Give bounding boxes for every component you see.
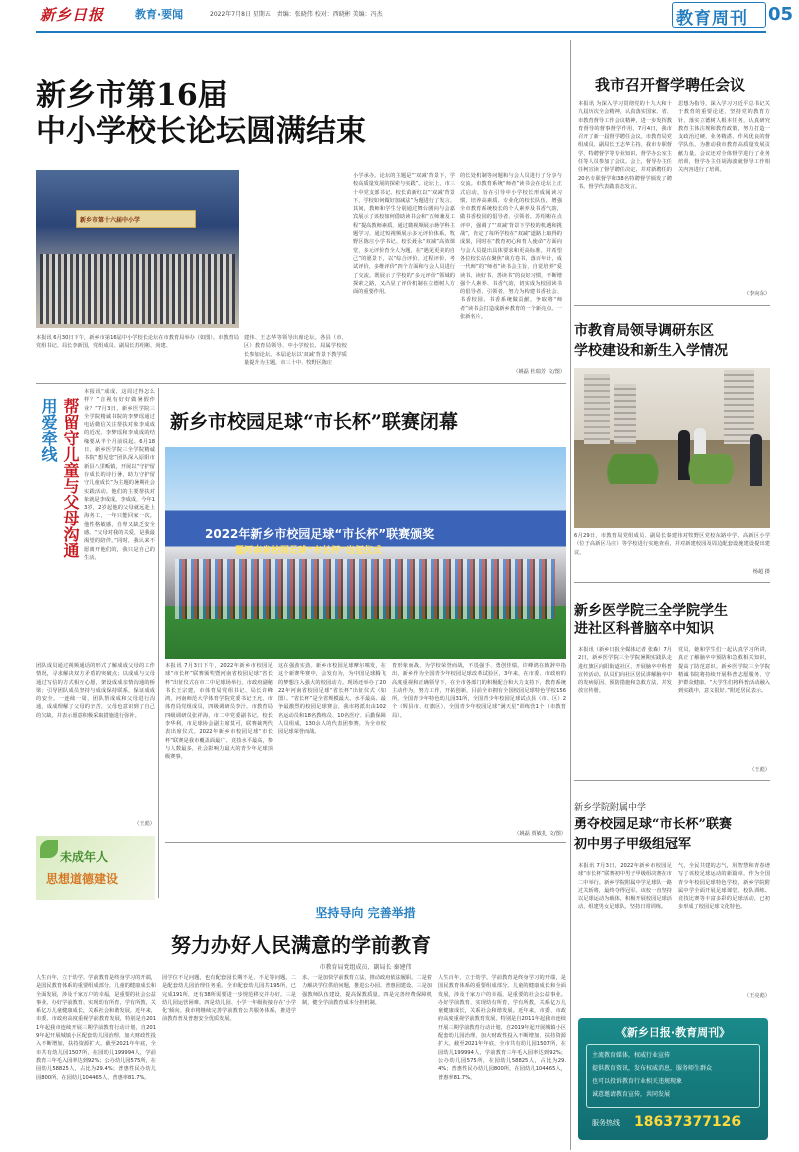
ad-line1: 主流教育媒体，权威行业宣传	[592, 1052, 671, 1059]
a2-col3: 育形象而战，为学校荣誉而战，不畏强手、勇创佳绩。许峰鸿在致辞中指出，新乡作为全国青少年校园足球改革试验区，3年来，在市委、市政府的高度重视和正确领导下，在全市各部门的积极配合和大力支持下，教育系统主动作为，努力工作，开拓创新，目前全市拥有全国校园足球特色学校156所，全国青少年特色幼儿园31所，全国青少年校园足球试点县（市、区）2个（辉县市、红旗区），全国青少年校园足球“满天星”训练营1个（市教育局）。	[392, 663, 566, 719]
a1-photo	[36, 170, 239, 328]
a3-col3: 求，一是加快学前教育立法，推动政府依法履职。二是着力解决学位供给问题，推进公办园、普惠园建设。三是加强教师队伍建设，提高保教质量。四是完善经费保障机制，健全学前教育成本分担机制。	[302, 975, 432, 1006]
a3-title: 努力办好人民满意的学前教育	[171, 933, 431, 957]
divider-v1	[158, 388, 159, 898]
a1-title-line2: 中小学校长论坛圆满结束	[36, 114, 366, 149]
a2-col2: 这在强劲实劲。新乡市校园足球摩尔嗔发，在这个新赛华赛中，会发有为，为中国足球腾飞的梦想注入强大的校园动力。现场还举办了2022年河南省校园足球“省长杯”出征仪式（如图）。“省长杯”是全省规模最大、水平最高、最争最激烈的校园足球赛会，我市将派出由102名运动员和18名教练员、10名医疗、后勤保障人员组成，130余人的代表团参赛，为全市校园足球荣誉而战。	[278, 663, 386, 736]
green-plants	[574, 454, 770, 484]
r3-title-line1: 新乡医学院三全学院学生	[574, 603, 728, 619]
page-number: 05	[768, 4, 794, 25]
a2-photo	[165, 447, 566, 659]
r4-byline: （王亮彪）	[744, 993, 770, 999]
ad-phone-label: 服务热线	[592, 1119, 620, 1127]
r3-col2: 党员，她和学生们一起认真学习所讲，真正了解脑卒中预防和急救相关知识，提高了防范意识。新乡医学院三全学院精诚书院将持续开展科普志愿服务，守护群众健康。“大学生们将科普活动融入到实践中，意义很好。”附近居民表示。	[678, 647, 770, 695]
masthead	[0, 0, 799, 38]
ad-title: 《新乡日报·教育周刊》	[615, 1026, 731, 1039]
a1-col4: 的长处机制等问题和与会人员进行了分享与交流。市教育系统“师者”读书会在论坛上正式启动。旨在引导中小学校长形成阅读习惯，培养高素质、专业化的校长队伍，增强全市教育系统校长的个人素养及书香气韵，做书香校园的倡导者、引领者。苏绍彬在点评中，强调了“‘双减’背景下学校的机遇和挑战”，肯定了每所学校在“双减”道路上取得的成果，同时在“教育初心和育人使命”方面向与会人员提出具体要求和更高标准。并希望各位校长站在聚焦“谈方卷书，落百年计，成一代师”的“师者”读书会主旨，自觉培养“爱读书、读好书、善读书”的良好习惯，不断增强个人素养、书香气韵，切实成为校园读书的倡导者、引领者，努力为构建书香社会、书香校园、书香系统做贡献，争取将“师者”读书会打造成新乡教育的一个新亮点、一张新名片。	[460, 173, 562, 321]
r1-byline: （李向东）	[744, 291, 770, 297]
r1-col2: 思想为指导，深入学习习近平总书记关于教育的重要论述，坚持党的教育方针，落实立德树人根本任务，认真研究教育主体注规和教育政策，努力打造一支政治过硬、业务精湛、作风优良的督学队伍，为推动我市教育高质量发展贡献力量。会议还对全体督学进行了业务培训，督学办主任胡海波就督导工作相关内容进行了培训。	[678, 101, 770, 174]
r3-byline: （王彪）	[749, 767, 770, 773]
side-body: 团队成员通过视频通话的形式了解成成父母的工作情况，寻求解决双方矛盾的突破点；以成成与父母通过写信的方式相互心愿，架设成成亲情沟通的桥梁；引导团队成员坚持与成成保持联系，保证成成的安全。一连续一周，团队帮成成和父母进行沟通，成成理解了父母的辛苦，父母也意识到了自己的欠缺。并表示愿意积极采取措施进行弥补。	[36, 663, 155, 719]
r2-photo	[574, 368, 770, 528]
side-vtitle-text: 用爱牵线	[39, 398, 58, 462]
newspaper-logo: 新乡日报	[40, 6, 105, 24]
badge-leaf-icon	[40, 840, 58, 858]
section-label: 教育·要闻	[135, 8, 184, 21]
ad-line3: 也可以投诉教育行业相关违规现象	[592, 1078, 683, 1085]
a2-byline: （姚磊 贾敏扎 文/图）	[514, 831, 566, 837]
a2-banner-subtext: 暨河南省校园足球“市长杯”出征仪式	[235, 546, 382, 556]
r4-col1: 本报讯 7月3日，2022年新乡市校园足球“市长杯”联赛初中男子甲级组决赛在市二中举行。新乡学院附属中学足球队一路过关斩将，最终夺得冠军。该校一直坚持以足球运动为载体，积极开展校园足球活动，组建男女足球队，坚持日常训练。	[578, 863, 672, 911]
ad-line4: 诚意邀请教育宣传，共同发展	[592, 1091, 671, 1098]
r1-title: 我市召开督学聘任会议	[594, 76, 745, 94]
a2-title: 新乡市校园足球“市长杯”联赛闭幕	[170, 411, 458, 433]
ad-box	[578, 1018, 768, 1140]
a3-col2: 园学位不足问题，也有配套园长期不足、不足等问题。二是配套幼儿园治理任务重。全市配套幼儿园共195所，已完成191所，还有38所需要进一步规范移交并办好。三是幼儿园运营困难。四是幼儿园、小学一年级衔接存在‘小学化’倾向。我市将继续完善学前教育公共服务体系，推进学前教育普及普惠安全优质发展。	[162, 975, 296, 1023]
team-rows	[175, 559, 555, 619]
r2-byline: 杨超 摄	[752, 569, 770, 575]
a1-byline: （姚磊 杜瑞芳 文/图）	[513, 369, 565, 375]
divider-r3	[574, 780, 770, 781]
divider-r2	[574, 582, 770, 583]
r2-caption: 6月29日，市教育局党组成员、副局长秦建伟对牧野区党校东路中学、高新区小学（位于高新区马庄）等学校进行实地查看，并对新建校园及周边配套设施建设提出建议。	[574, 533, 770, 556]
divider-v2	[570, 40, 571, 1150]
r3-col1: 本报讯（新乡日报全媒体记者 张森）7月2日，新乡医学院三全学院暑期实践队走进红旗区向阳街道社区，开展脑卒中科普宣传活动。队员们向社区居民讲解脑卒中的发病原因、预防措施和急救方法，并发放宣传册。	[578, 647, 672, 695]
divider-h1	[36, 383, 566, 384]
r4-col2: 气，全民共建的志气，用智慧和青春谱写了该校足球运动的新篇章。作为全国青少年校园足球特色学校，新乡学院附属中学全面开展足球课堂、校队训练、竞技比赛等丰富多彩的足球活动，已初步形成了校园足球文化特色。	[678, 863, 770, 911]
a1-title-line1: 新乡市第16届	[36, 78, 228, 113]
building-2	[614, 384, 636, 444]
r4-title-line1: 勇夺校园足球“市长杯”联赛	[574, 817, 732, 832]
group-people	[40, 254, 235, 324]
r4-kicker: 新乡学院附属中学	[574, 803, 647, 813]
side-vertical-title-2	[58, 398, 80, 618]
r3-title-line2: 进社区科普脑卒中知识	[574, 621, 714, 637]
r1-col1: 本报讯 为深入学习贯彻党的十九大和十九届历次全会精神，认真落实国家、省、市教育督导工作会议精神，进一步发挥教育督导的督事督学作用，7月4日，我市召开了新一届督学聘任会议。市教育局党组成员、副局长王志华主持。我市专职督学、特聘督学等专业知识、督学办公室主任等人员参加了会议。会上，督导办主任任柯宣读了督学聘任决定，并对新聘任的20名专职督学和38名特聘督学颁发了聘书。督学代表做表态发言。	[578, 101, 672, 190]
side-byline: （王彪）	[134, 821, 155, 827]
side-vertical-title-1	[38, 398, 58, 462]
side-lead: 本报讯“成成，这周过得怎么样？”音视有好好做暑假作业？”7月3日，新乡医学院三全学院精诚书院的李梦瑶通过电话微信关注帮扶对象李成成的近况。李梦瑶和李成成的结缘要从半个月前说起。6月18日，新乡医学院三全学院精诚书院“想见您”团队深入原阳市新县八里畈镇，开展以“守护留存成长的诗行暑，助力守护留守儿童成长”为主题的暑期社会实践活动。他们的主要帮扶对象就是李成成。李成成，今年13岁，2岁起他的父母就远赴上海务工，一年只能回家一次。他性格敏感，自卑又缺乏安全感。“父母对我的关爱，是我最渴望的陪伴。”同时，我认来不愿离开他们的，我只是自己的生活。	[84, 389, 155, 561]
r2-title-line2: 学校建设和新生入学情况	[574, 343, 728, 359]
r2-title-line1: 市教育局领导调研东区	[574, 323, 714, 339]
a1-col2: 建伟、王志华等领导出席论坛。各县（市、区）教育局领导、中小学校长、局属学校校长参加论坛。本届论坛以‘双减’背景下教学质量提升为主题，市三十中、牧野区陈庄	[244, 335, 347, 366]
a3-author: 市教育局党组成员、副局长 秦建伟	[319, 964, 412, 971]
brand-title: 教育周刊	[676, 9, 748, 29]
side-badge	[36, 836, 155, 900]
a3-kicker: 坚持导向 完善举措	[315, 906, 416, 920]
a2-col1: 本报讯 7月3日下午，2022年新乡市校园足球“市长杯”联赛颁奖暨河南省校园足球“省长杯”出征仪式在市二中足球场举行。市政府副秘书长王宗建，市体育局党组书记、局长许峰鸿，河南师范大学体育学院党委书记王允，市体育局党组成员，四级调研员李汁，市教育局四级调研员张祥海，市二中党委副书记，校长李华利，市足球协会副主席莫可，联赛裁判代表出席仪式。2022年新乡市校园足球“市长杯”联赛是我市覆盖面最广、竞技水平最高，参与人数最多，社会影响力最大的青少年足球顶级赛事。	[165, 663, 273, 761]
ad-phone-number: 18637377126	[634, 1114, 742, 1130]
issue-meta: 2022年7月8日 星期五 责编：张晓伟 校对：西晓彬 美编：冯杰	[210, 11, 383, 18]
a3-col1: 人生百年，立于幼学。学前教育是终身学习的开端，是国民教育体系的重要组成部分。儿童的健康成长和全面发展，涉及千家万户的幸福，是重要的社会公益事业。办好学前教育、实现幼有所育，学有所教，关系亿万儿童健康成长，关系社会和谐发展。近年来，市委、市政府高度重视学前教育发展，特别是自2011年起我市连续开展三期学前教育行动计划，自2019年起开展城镇小区配套幼儿园治理，加大财政性投入不断增加，扶持资源扩大。截至2021年年底，全市共有幼儿园1507所，在园幼儿199994人，学前教育三年毛入园率达到92%；公办幼儿园575所，在园幼儿58825人，占比为29.4%；普惠性民办幼儿园800所，在园幼儿104465人，普惠率81.7%。	[36, 975, 156, 1081]
a3-col4: 人生百年，立于幼学。学前教育是终身学习的开端，是国民教育体系的重要组成部分。儿童的健康成长和全面发展，涉及千家万户的幸福，是重要的社会公益事业。办好学前教育、实现幼有所育，学有所教，关系亿万儿童健康成长，关系社会和谐发展。近年来，市委、市政府高度重视学前教育发展，特别是自2011年起我市连续开展三期学前教育行动计划，自2019年起开展城镇小区配套幼儿园治理，加大财政性投入不断增加，扶持资源扩大。截至2021年年底，全市共有幼儿园1507所，在园幼儿199994人，学前教育三年毛入园率达到92%；公办幼儿园575所，在园幼儿58825人，占比为29.4%；普惠性民办幼儿园800所，在园幼儿104465人，普惠率81.7%。	[438, 975, 566, 1081]
building-1	[584, 374, 610, 444]
divider-r1	[574, 305, 770, 306]
masthead-rule	[36, 31, 766, 33]
building-3	[724, 370, 754, 444]
stage-banner-text: 新乡市第十六届中小学	[80, 217, 141, 224]
ad-line2: 提供教育资讯，发布权威消息，服务师生群众	[592, 1065, 713, 1072]
side-title-text: 帮留守儿童与父母沟通	[61, 398, 80, 558]
r4-title-line2: 初中男子甲级组冠军	[574, 837, 692, 852]
a2-banner-text: 2022年新乡市校园足球“市长杯”联赛颁奖	[205, 527, 435, 541]
badge-line1: 未成年人	[60, 850, 109, 864]
a1-caption: 本报讯 6月30日下午，新乡市第16届中小学校长论坛在市教育局举办（如图）。市教育局党组书记、局长李新国，党组成员、副局长苏绍彬、尚建、	[36, 335, 239, 350]
a1-col3: 小学承办。论坛的主题是“‘双减’背景下，学校高质量发展的探索与实践”。论坛上，市三十中党支部书记、校长苗新红以“‘双减’背景下，学校如何做好加减法”为题进行了发言。其间，教师和学生分别通过舞台剧向与会嘉宾展示了该校如何借助读书会和“五师兼及工程”提高教师素质，通过微视频展示蒋学科主题学习，通过短视频展示多元评价体系。牧野区陈庄小学书记、校长聂永“双减”高效课堂，多元评价育全人为题，在“遇见更美的自己”的愿景下，以“综合评价、过程评价、考试评价、多维评价”四个方面和与会人员进行了交流。既展示了学校的“多元评价”领域的探索之路，又凸显了评价机制在立德树人方面的重要作用。	[353, 173, 455, 296]
divider-h2	[165, 842, 566, 843]
badge-line2: 思想道德建设	[46, 872, 119, 886]
